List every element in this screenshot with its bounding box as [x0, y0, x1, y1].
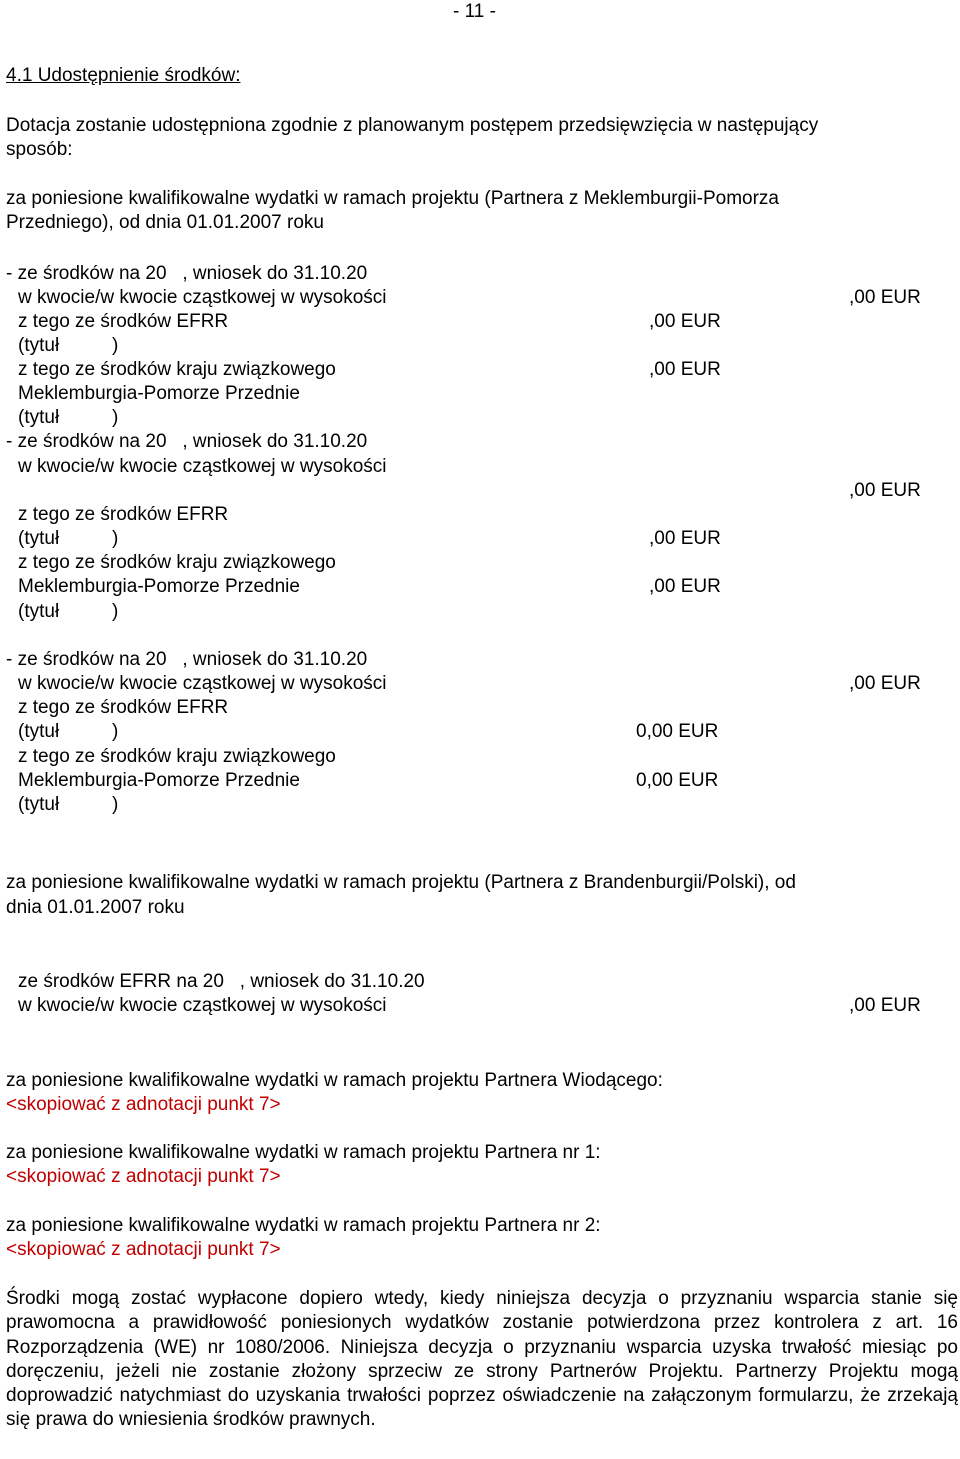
land-label: Meklemburgia-Pomorze Przednie: [18, 576, 300, 597]
efrr-label: z tego ze środków EFRR: [18, 697, 229, 718]
national-label: z tego ze środków kraju związkowego: [18, 552, 336, 573]
land-label: Meklemburgia-Pomorze Przednie: [18, 770, 300, 791]
intro-text: Dotacja zostanie udostępniona zgodnie z planowanym postępem przedsięwzięcia w następujący: [6, 115, 819, 136]
section-title: 4.1 Udostępnienie środków:: [6, 65, 241, 86]
partner-2-placeholder: <skopiować z adnotacji punkt 7>: [6, 1239, 281, 1260]
partner-bb-total-amount: ,00 EUR: [849, 995, 921, 1016]
partner-bb-heading: za poniesione kwalifikowalne wydatki w ramach projektu (Partnera z Brandenburgii/Polski), od: [6, 872, 796, 893]
partner-bb-tranche-head: ze środków EFRR na 20 , wniosek do 31.10.20: [18, 971, 425, 992]
total-amount: ,00 EUR: [849, 673, 921, 694]
tranche-head: - ze środków na 20 , wniosek do 31.10.20: [6, 649, 368, 670]
efrr-amount: ,00 EUR: [649, 528, 721, 549]
amount-label: w kwocie/w kwocie cząstkowej w wysokości: [18, 673, 387, 694]
partner-2-line: za poniesione kwalifikowalne wydatki w ramach projektu Partnera nr 2:: [6, 1215, 601, 1236]
efrr-label: z tego ze środków EFRR: [18, 504, 229, 525]
intro-text-2: sposób:: [6, 139, 73, 160]
title-placeholder: (tytuł ): [18, 794, 119, 815]
title-placeholder: (tytuł ): [18, 335, 119, 356]
national-amount: 0,00 EUR: [636, 770, 719, 791]
efrr-label: z tego ze środków EFRR: [18, 311, 229, 332]
tranche-head: - ze środków na 20 , wniosek do 31.10.20: [6, 263, 368, 284]
national-label: z tego ze środków kraju związkowego: [18, 746, 336, 767]
partner-mv-heading: za poniesione kwalifikowalne wydatki w ramach projektu (Partnera z Meklemburgii-Pomorza: [6, 188, 779, 209]
total-amount: ,00 EUR: [849, 287, 921, 308]
total-amount: ,00 EUR: [849, 480, 921, 501]
national-label: z tego ze środków kraju związkowego: [18, 359, 336, 380]
lead-partner-placeholder: <skopiować z adnotacji punkt 7>: [6, 1094, 281, 1115]
tranche-head: - ze środków na 20 , wniosek do 31.10.20: [6, 431, 368, 452]
title-placeholder: (tytuł ): [18, 407, 119, 428]
efrr-amount: ,00 EUR: [649, 311, 721, 332]
partner-1-placeholder: <skopiować z adnotacji punkt 7>: [6, 1166, 281, 1187]
partner-bb-amount-label: w kwocie/w kwocie cząstkowej w wysokości: [18, 995, 387, 1016]
efrr-amount: 0,00 EUR: [636, 721, 719, 742]
partner-mv-heading-2: Przedniego), od dnia 01.01.2007 roku: [6, 212, 324, 233]
title-placeholder: (tytuł ): [18, 528, 119, 549]
partner-bb-heading-2: dnia 01.01.2007 roku: [6, 897, 185, 918]
closing-paragraph: Środki mogą zostać wypłacone dopiero wtedy, kiedy niniejsza decyzja o przyznaniu wsparcia stanie się prawomocna a prawidłowość poniesionych wydatków zostanie potwierdzona przez kontrolera z art. 16 Rozporządzenia (WE) nr 1080/2006. Niniejsza decyzja o przyznaniu wsparcia uzyska trwałość miesiąc po doręczeniu, jeżeli nie zostanie złożony sprzeciw ze strony Partnerów Projektu. Partnerzy Projektu mogą doprowadzić natychmiast do uzyskania trwałości poprzez oświadczenie na załączonym formularzu, że zrzekają się prawa do wniesienia środków prawnych.: [6, 1288, 958, 1431]
amount-label: w kwocie/w kwocie cząstkowej w wysokości: [18, 287, 387, 308]
partner-1-line: za poniesione kwalifikowalne wydatki w ramach projektu Partnera nr 1:: [6, 1142, 601, 1163]
lead-partner-line: za poniesione kwalifikowalne wydatki w ramach projektu Partnera Wiodącego:: [6, 1070, 663, 1091]
national-amount: ,00 EUR: [649, 359, 721, 380]
land-label: Meklemburgia-Pomorze Przednie: [18, 383, 300, 404]
national-amount: ,00 EUR: [649, 576, 721, 597]
page-number: - 11 -: [453, 1, 496, 22]
title-placeholder: (tytuł ): [18, 721, 119, 742]
title-placeholder: (tytuł ): [18, 601, 119, 622]
amount-label: w kwocie/w kwocie cząstkowej w wysokości: [18, 456, 387, 477]
